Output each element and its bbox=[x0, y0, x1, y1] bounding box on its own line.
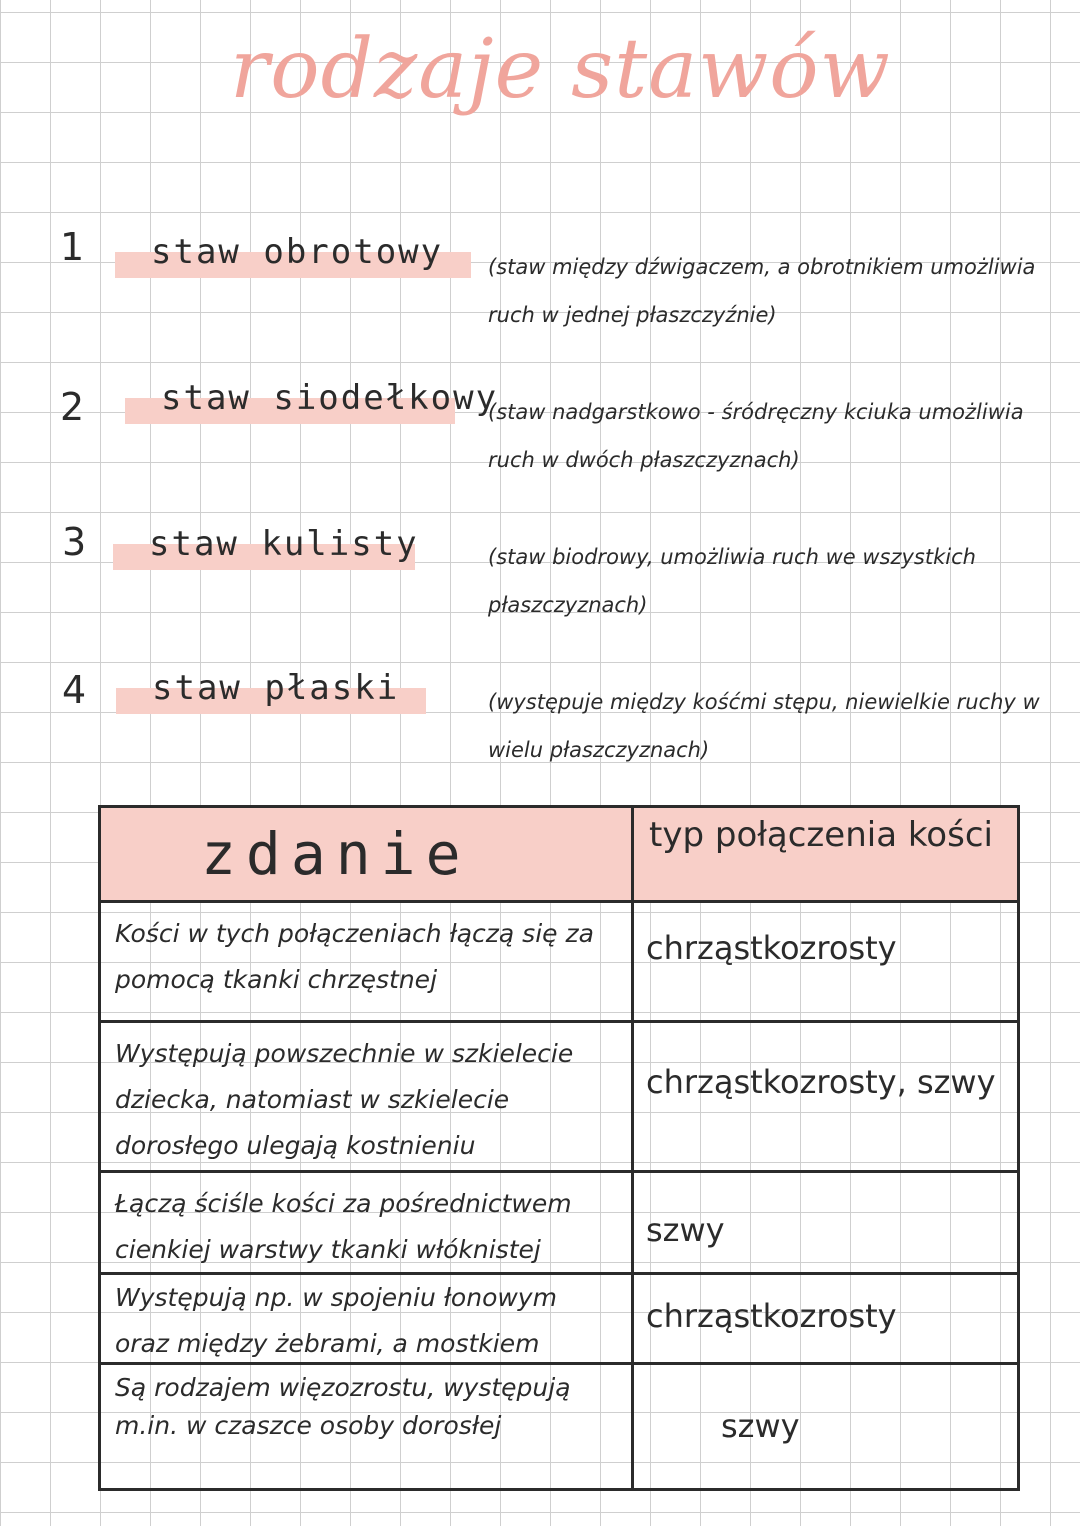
joint-number-1: 1 bbox=[60, 225, 85, 269]
joint-description-1: (staw między dźwigaczem, a obrotnikiem umożliwia ruch w jednej płaszczyźnie) bbox=[488, 255, 1036, 327]
joint-name-3 bbox=[113, 524, 419, 570]
joint-number-2: 2 bbox=[60, 385, 85, 429]
row-sentence: Łączą ściśle kości za pośrednictwem cienkiej warstwy tkanki włóknistej bbox=[115, 1189, 572, 1264]
table-row bbox=[98, 1023, 1020, 1173]
joint-description-4: (występuje między kośćmi stępu, niewielkie ruchy w wielu płaszczyznach) bbox=[488, 690, 1040, 762]
header-sentence: zdanie bbox=[201, 820, 471, 888]
row-type: chrząstkozrosty, szwy bbox=[646, 1063, 996, 1101]
joint-name-label: staw obrotowy bbox=[151, 232, 444, 272]
joint-number-4: 4 bbox=[62, 668, 87, 712]
row-sentence: Są rodzajem więzozrostu, występują m.in. w czaszce osoby dorosłej bbox=[115, 1373, 571, 1440]
row-type: szwy bbox=[721, 1407, 800, 1445]
row-type: chrząstkozrosty bbox=[646, 929, 897, 967]
table-row bbox=[98, 1275, 1020, 1365]
page-title: rodzaje stawów bbox=[230, 22, 891, 117]
table-row bbox=[98, 1365, 1020, 1491]
joint-name-label: staw płaski bbox=[152, 668, 400, 708]
row-sentence: Występują np. w spojeniu łonowym oraz między żebrami, a mostkiem bbox=[115, 1283, 557, 1358]
header-type: typ połączenia kości bbox=[649, 815, 993, 855]
table-row bbox=[98, 903, 1020, 1023]
column-divider bbox=[631, 805, 634, 1491]
row-type: chrząstkozrosty bbox=[646, 1297, 897, 1335]
joint-name-4 bbox=[116, 668, 426, 714]
joint-name-label: staw siodełkowy bbox=[161, 378, 499, 418]
joint-name-1 bbox=[115, 232, 471, 278]
table-row bbox=[98, 1173, 1020, 1275]
row-sentence: Kości w tych połączeniach łączą się za pomocą tkanki chrzęstnej bbox=[115, 919, 594, 994]
joint-description-3: (staw biodrowy, umożliwia ruch we wszystkich płaszczyznach) bbox=[488, 545, 976, 617]
joint-name-2 bbox=[125, 378, 499, 424]
joint-description-2: (staw nadgarstkowo - śródręczny kciuka umożliwia ruch w dwóch płaszczyznach) bbox=[488, 400, 1024, 472]
joint-connection-table bbox=[98, 805, 1020, 1491]
table-header bbox=[98, 805, 1020, 903]
joint-name-label: staw kulisty bbox=[149, 524, 419, 564]
row-type: szwy bbox=[646, 1211, 725, 1249]
row-sentence: Występują powszechnie w szkielecie dziecka, natomiast w szkielecie dorosłego ulegają kostnieniu bbox=[115, 1039, 574, 1160]
joint-number-3: 3 bbox=[62, 520, 87, 564]
